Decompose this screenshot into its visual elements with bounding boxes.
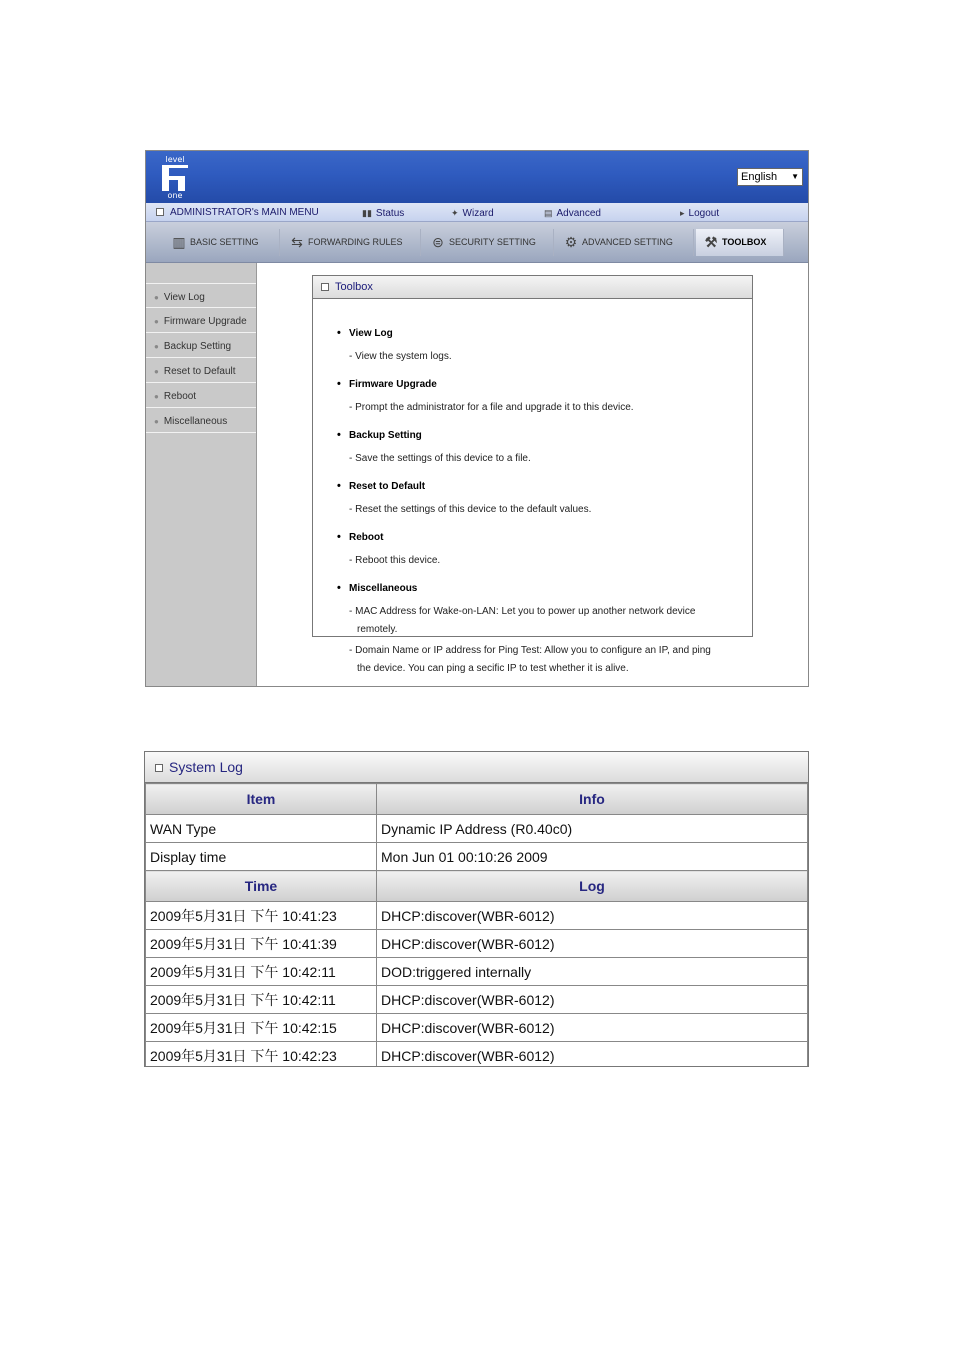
entry-description: - Reset the settings of this device to the default values. — [349, 504, 592, 515]
book-icon: ▥ — [172, 234, 186, 251]
square-bullet-icon — [321, 283, 329, 291]
tab-forwarding-rules[interactable] — [282, 229, 421, 256]
bullet-icon: • — [337, 582, 341, 594]
entry-description-text: View the system logs. — [355, 351, 452, 362]
table-cell-time: 2009年5月31日 下午 10:41:39 — [146, 930, 377, 958]
sidebar-item-label: Firmware Upgrade — [163, 316, 247, 327]
sidebar-item-label: Reset to Default — [163, 366, 236, 377]
entry-title: Miscellaneous — [349, 583, 418, 594]
entry-description-text: MAC Address for Wake-on-LAN: Let you to power up another network device remotely. — [355, 606, 696, 635]
sidebar-item-firmware-upgrade[interactable] — [146, 308, 256, 333]
logo-mark-icon — [162, 165, 188, 191]
toolbox-description-list — [313, 299, 752, 678]
bullet-icon: • — [337, 480, 341, 492]
sidebar-item-label: Reboot — [163, 391, 197, 402]
tab-security-setting[interactable] — [423, 229, 554, 256]
entry-description-text: Prompt the administrator for a file and upgrade it to this device. — [355, 402, 634, 413]
bullet-icon: ● — [154, 293, 159, 302]
bullet-icon: ● — [154, 342, 159, 351]
bullet-icon: • — [337, 327, 341, 339]
system-log-header — [145, 752, 808, 783]
entry-title: View Log — [349, 328, 393, 339]
logo-text-bottom: one — [167, 191, 183, 200]
main-menu-title — [156, 203, 319, 221]
column-header-info: Info — [377, 784, 808, 815]
menu-logout[interactable] — [680, 203, 719, 221]
table-row — [146, 958, 808, 986]
tab-label: FORWARDING RULES — [308, 237, 403, 247]
language-value: English — [741, 171, 778, 183]
toolbox-icon: ⚒ — [704, 234, 718, 251]
table-cell-info: Dynamic IP Address (R0.40c0) — [377, 815, 808, 843]
bullet-icon: • — [337, 531, 341, 543]
entry-title: Backup Setting — [349, 430, 422, 441]
tab-label: TOOLBOX — [722, 237, 767, 247]
entry-title: Reset to Default — [349, 481, 426, 492]
square-bullet-icon — [155, 764, 163, 772]
entry-description-text: Reboot this device. — [355, 555, 441, 566]
main-menu-bar — [146, 203, 808, 222]
entry-title: Reboot — [349, 532, 384, 543]
levelone-logo — [160, 156, 190, 198]
table-row — [146, 930, 808, 958]
menu-status-label: Status — [375, 208, 405, 219]
sidebar-item-label: Miscellaneous — [163, 416, 228, 427]
status-icon: ▮▮ — [362, 208, 372, 218]
logo-text-top: level — [165, 155, 185, 164]
language-select[interactable] — [737, 168, 803, 186]
sidebar-item-reboot[interactable] — [146, 383, 256, 408]
toolbox-entry-view-log — [337, 327, 752, 366]
tab-label: ADVANCED SETTING — [582, 237, 673, 247]
table-row — [146, 986, 808, 1014]
bullet-icon: ● — [154, 317, 159, 326]
table-cell-time: 2009年5月31日 下午 10:42:23 — [146, 1042, 377, 1068]
arrows-icon: ⇆ — [291, 234, 303, 251]
column-header-time: Time — [146, 871, 377, 902]
bullet-icon: • — [337, 378, 341, 390]
table-header-row — [146, 784, 808, 815]
toolbox-panel-title: Toolbox — [335, 281, 373, 293]
sidebar-item-label: View Log — [163, 292, 205, 303]
table-cell-log: DHCP:discover(WBR-6012) — [377, 930, 808, 958]
toolbox-panel-header — [313, 276, 752, 299]
table-cell-log: DHCP:discover(WBR-6012) — [377, 1042, 808, 1068]
bullet-icon: • — [337, 429, 341, 441]
header-banner — [146, 151, 808, 203]
toolbox-sidebar — [146, 263, 257, 687]
table-cell-item: Display time — [146, 843, 377, 871]
table-row — [146, 843, 808, 871]
square-bullet-icon — [156, 208, 164, 216]
entry-title: Firmware Upgrade — [349, 379, 437, 390]
menu-advanced[interactable] — [544, 203, 601, 221]
dropdown-arrow-icon: ▼ — [791, 172, 799, 181]
entry-description: - Prompt the administrator for a file and upgrade it to this device. — [349, 402, 634, 413]
sidebar-item-backup-setting[interactable] — [146, 333, 256, 358]
menu-logout-label: Logout — [688, 208, 720, 219]
toolbox-entry-firmware-upgrade — [337, 378, 752, 417]
table-cell-item: WAN Type — [146, 815, 377, 843]
gear-book-icon: ⚙ — [564, 234, 578, 251]
tab-toolbox[interactable] — [696, 229, 784, 256]
table-cell-info: Mon Jun 01 00:10:26 2009 — [377, 843, 808, 871]
lock-icon: ⊜ — [432, 234, 444, 251]
menu-status[interactable] — [362, 203, 404, 221]
entry-description: - MAC Address for Wake-on-LAN: Let you to power up another network device remotely. — [349, 606, 696, 635]
table-cell-time: 2009年5月31日 下午 10:41:23 — [146, 902, 377, 930]
menu-wizard[interactable] — [451, 203, 494, 221]
table-row — [146, 902, 808, 930]
table-cell-log: DHCP:discover(WBR-6012) — [377, 1014, 808, 1042]
column-header-item: Item — [146, 784, 377, 815]
bullet-icon: ● — [154, 417, 159, 426]
tab-bar — [146, 222, 808, 263]
entry-description: - Reboot this device. — [349, 555, 441, 566]
entry-description: - Save the settings of this device to a file. — [349, 453, 531, 464]
table-header-row — [146, 871, 808, 902]
table-row — [146, 1042, 808, 1068]
tab-label: SECURITY SETTING — [449, 237, 536, 247]
wizard-icon: ✦ — [451, 208, 459, 218]
column-header-log: Log — [377, 871, 808, 902]
table-cell-log: DHCP:discover(WBR-6012) — [377, 986, 808, 1014]
table-cell-log: DOD:triggered internally — [377, 958, 808, 986]
arrow-right-icon: ▸ — [680, 208, 685, 218]
tab-basic-setting[interactable] — [164, 229, 280, 256]
entry-description-text: Domain Name or IP address for Ping Test: Allow you to configure an IP, and ping the device. You can ping a secific IP to test whether it is alive. — [355, 645, 711, 674]
system-log-title: System Log — [169, 759, 243, 775]
table-row — [146, 815, 808, 843]
tab-label: BASIC SETTING — [190, 237, 259, 247]
table-row — [146, 1014, 808, 1042]
bullet-icon: ● — [154, 367, 159, 376]
table-cell-time: 2009年5月31日 下午 10:42:11 — [146, 958, 377, 986]
toolbox-entry-miscellaneous — [337, 582, 752, 678]
entry-description-text: Save the settings of this device to a file. — [355, 453, 531, 464]
system-log-table — [145, 783, 808, 1067]
sidebar-item-miscellaneous[interactable] — [146, 408, 256, 433]
sidebar-item-label: Backup Setting — [163, 341, 232, 352]
router-admin-window — [145, 150, 809, 687]
bullet-icon: ● — [154, 392, 159, 401]
menu-wizard-label: Wizard — [462, 208, 494, 219]
sidebar-item-reset-to-default[interactable] — [146, 358, 256, 383]
advanced-icon: ▤ — [544, 208, 553, 218]
table-cell-time: 2009年5月31日 下午 10:42:11 — [146, 986, 377, 1014]
entry-description: - Domain Name or IP address for Ping Test: Allow you to configure an IP, and ping the device. You can ping a secific IP to test whether it is alive. — [349, 645, 711, 674]
table-cell-time: 2009年5月31日 下午 10:42:15 — [146, 1014, 377, 1042]
toolbox-entry-reboot — [337, 531, 752, 570]
entry-description: - View the system logs. — [349, 351, 452, 362]
entry-description-text: Reset the settings of this device to the default values. — [355, 504, 592, 515]
toolbox-panel — [312, 275, 753, 674]
menu-advanced-label: Advanced — [556, 208, 601, 219]
main-menu-title-text: ADMINISTRATOR's MAIN MENU — [170, 207, 319, 218]
toolbox-entry-reset-to-default — [337, 480, 752, 519]
table-cell-log: DHCP:discover(WBR-6012) — [377, 902, 808, 930]
toolbox-entry-backup-setting — [337, 429, 752, 468]
tab-advanced-setting[interactable] — [556, 229, 694, 256]
sidebar-item-view-log[interactable] — [146, 283, 256, 308]
system-log-panel — [144, 751, 809, 1067]
